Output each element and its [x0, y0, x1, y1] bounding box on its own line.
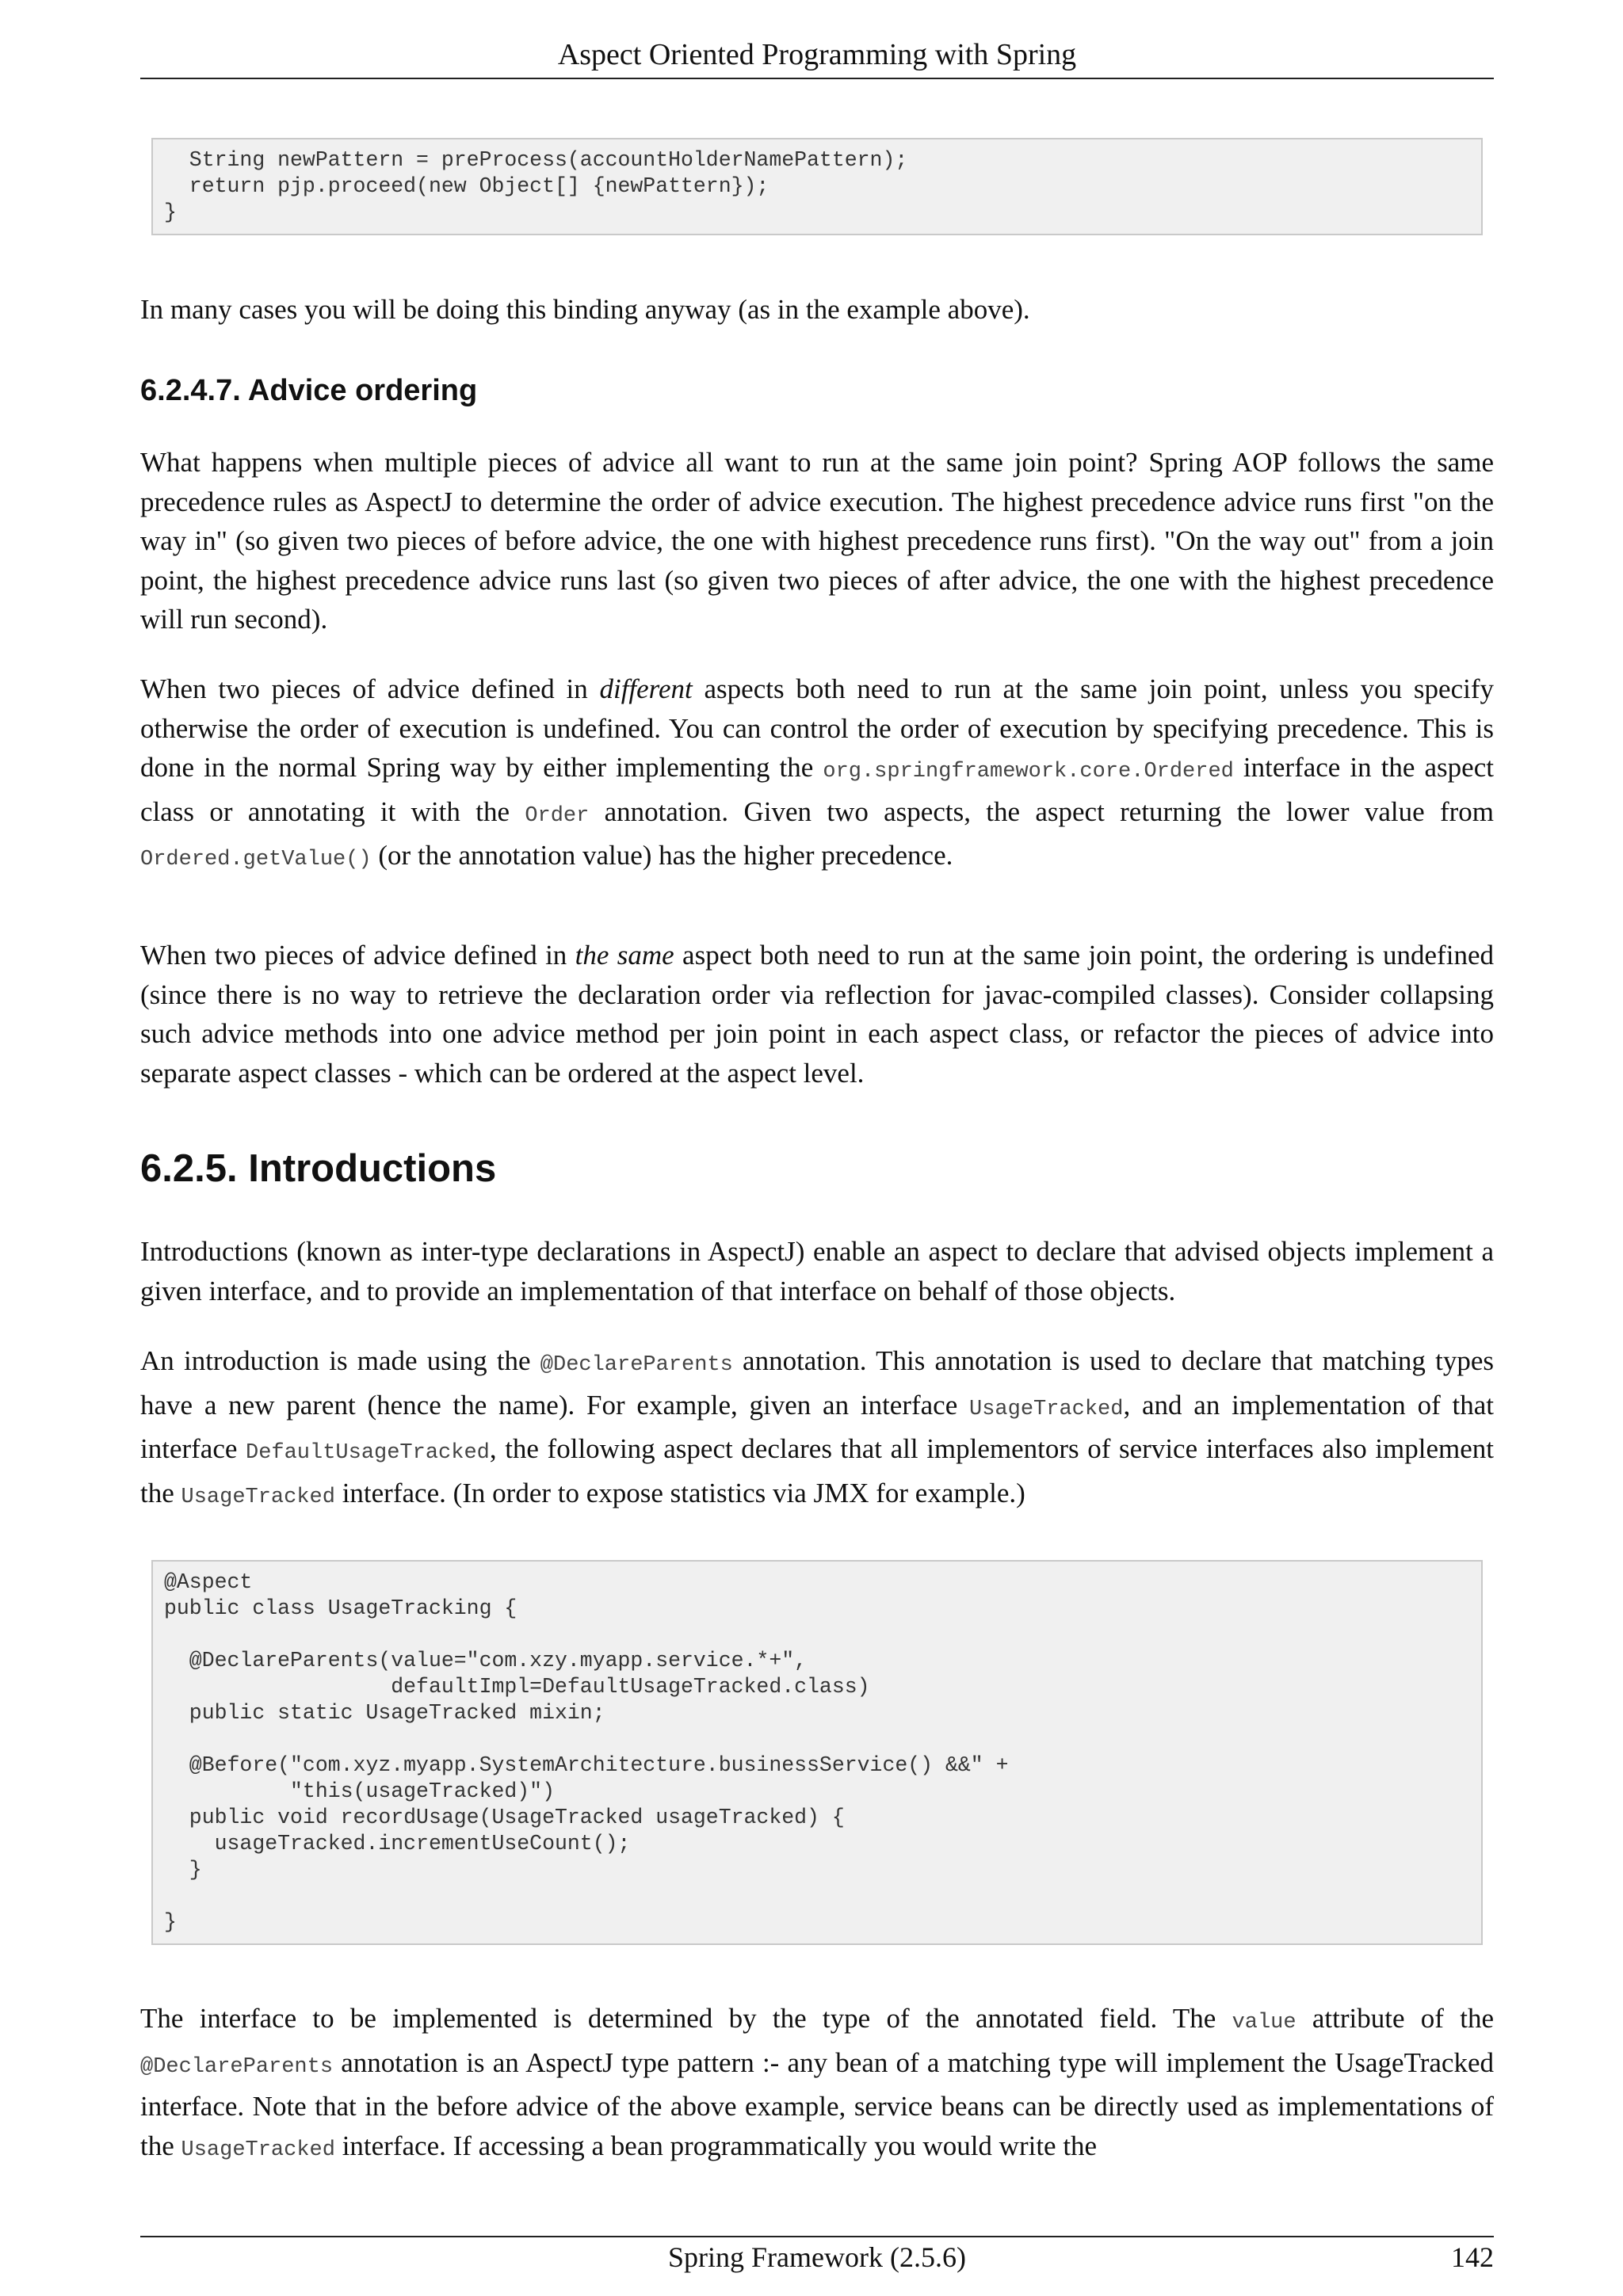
header-rule [140, 78, 1494, 79]
paragraph-advice-precedence: What happens when multiple pieces of advice all want to run at the same join point? Spring AOP follows the same precedence rules as AspectJ to determine the order of advice execution. The highest precedence advice runs first "on the way in" (so given two pieces of before advice, the one with highest precedence runs first). "On the way out" from a join point, the highest precedence advice runs last (so given two pieces of after advice, the one with the highest precedence will run second). [140, 447, 1494, 635]
code-line [164, 1883, 1470, 1909]
code-line [164, 1622, 1470, 1648]
text-run: , and an implementation of that interface [140, 1389, 1494, 1464]
text-run: interface. (In order to expose statistics via JMX for example.) [334, 1477, 1025, 1508]
code-block-proceed [151, 138, 1483, 235]
code-line: public class UsageTracking { [164, 1596, 517, 1620]
code-line: usageTracked.incrementUseCount(); [164, 1832, 631, 1855]
inline-code: UsageTracked [969, 1397, 1124, 1421]
footer-title: Spring Framework (2.5.6) [668, 2241, 966, 2273]
inline-code: org.springframework.core.Ordered [823, 760, 1234, 784]
code-line: @Before("com.xyz.myapp.SystemArchitecture.businessService() &&" + [164, 1753, 1009, 1777]
text-run: aspect both need to run at the same join point, the ordering is undefined (since there is no way to retrieve the declaration order via reflection for javac-compiled classes). Consider collapsing such advice methods into one advice method per join point in each aspect class, or refactor the pieces of advice into separate aspect classes - which can be ordered at the aspect level. [140, 940, 1494, 1089]
text-run: attribute of the [1296, 2003, 1494, 2034]
section-heading-introductions: 6.2.5. Introductions [140, 1147, 497, 1190]
text-run: annotation. Given two aspects, the aspect returning the lower value from [589, 795, 1495, 827]
text-run: , the following aspect declares that all implementors of service interfaces also implement the [140, 1433, 1494, 1508]
code-line: } [164, 200, 177, 224]
code-line: public static UsageTracked mixin; [164, 1701, 605, 1725]
inline-code: DefaultUsageTracked [246, 1441, 490, 1465]
text-run: interface. If accessing a bean programmatically you would write the [334, 2130, 1098, 2161]
text-run: The interface to be implemented is determined by the type of the annotated field. The [140, 2003, 1232, 2034]
code-line: defaultImpl=DefaultUsageTracked.class) [164, 1675, 870, 1699]
inline-code: UsageTracked [181, 1485, 335, 1509]
inline-code: Order [525, 803, 590, 828]
emphasis-text: the same [575, 940, 674, 971]
inline-code: value [1232, 2011, 1296, 2035]
code-block-usage-tracking [151, 1560, 1483, 1945]
code-line: String newPattern = preProcess(accountHolderNamePattern); [164, 148, 908, 172]
text-run: annotation. This annotation is used to declare that matching types have a new parent (hence the name). For example, given an interface [140, 1345, 1494, 1421]
paragraph-introductions-intro: Introductions (known as inter-type declarations in AspectJ) enable an aspect to declare that advised objects implement a given interface, and to provide an implementation of that interface on behalf of those objects. [140, 1236, 1494, 1306]
inline-code: Ordered.getValue() [140, 848, 372, 871]
running-header: Aspect Oriented Programming with Spring [557, 38, 1077, 71]
paragraph-interface-type [140, 1999, 1494, 2170]
code-line: public void recordUsage(UsageTracked usageTracked) { [164, 1806, 845, 1829]
text-run: When two pieces of advice defined in [140, 673, 600, 704]
paragraph-binding: In many cases you will be doing this binding anyway (as in the example above). [140, 294, 1030, 325]
code-line: return pjp.proceed(new Object[] {newPattern}); [164, 174, 769, 198]
page-number: 142 [1451, 2241, 1494, 2273]
text-run: annotation is an AspectJ type pattern :- any bean of a matching type will implement the UsageTracked interface. Note that in the before advice of the above example, service beans can be directly used as implementations of the [140, 2046, 1494, 2161]
text-run: (or the annotation value) has the higher precedence. [371, 840, 953, 871]
text-run: interface in the aspect class or annotating it with the [140, 752, 1494, 827]
code-line [164, 1726, 1470, 1753]
paragraph-declare-parents [140, 1341, 1494, 1517]
code-line: @DeclareParents(value="com.xzy.myapp.service.*+", [164, 1649, 808, 1672]
inline-code: @DeclareParents [540, 1353, 733, 1377]
code-line: } [164, 1910, 177, 1934]
emphasis-text: different [599, 673, 693, 704]
paragraph-same-aspect [140, 936, 1494, 1093]
inline-code: UsageTracked [181, 2138, 335, 2162]
code-line: } [164, 1858, 202, 1882]
code-line: "this(usageTracked)") [164, 1779, 555, 1803]
section-heading-advice-ordering: 6.2.4.7. Advice ordering [140, 374, 478, 407]
footer-rule [140, 2236, 1494, 2237]
text-run: aspects both need to run at the same join point, unless you specify otherwise the order of execution is undefined. You can control the order of execution by specifying precedence. This is done in the normal Spring way by either implementing the [140, 673, 1494, 783]
text-run: When two pieces of advice defined in [140, 940, 575, 971]
code-line: @Aspect [164, 1570, 253, 1594]
text-run: An introduction is made using the [140, 1345, 540, 1376]
paragraph-different-aspects [140, 669, 1494, 880]
inline-code: @DeclareParents [140, 2054, 334, 2079]
